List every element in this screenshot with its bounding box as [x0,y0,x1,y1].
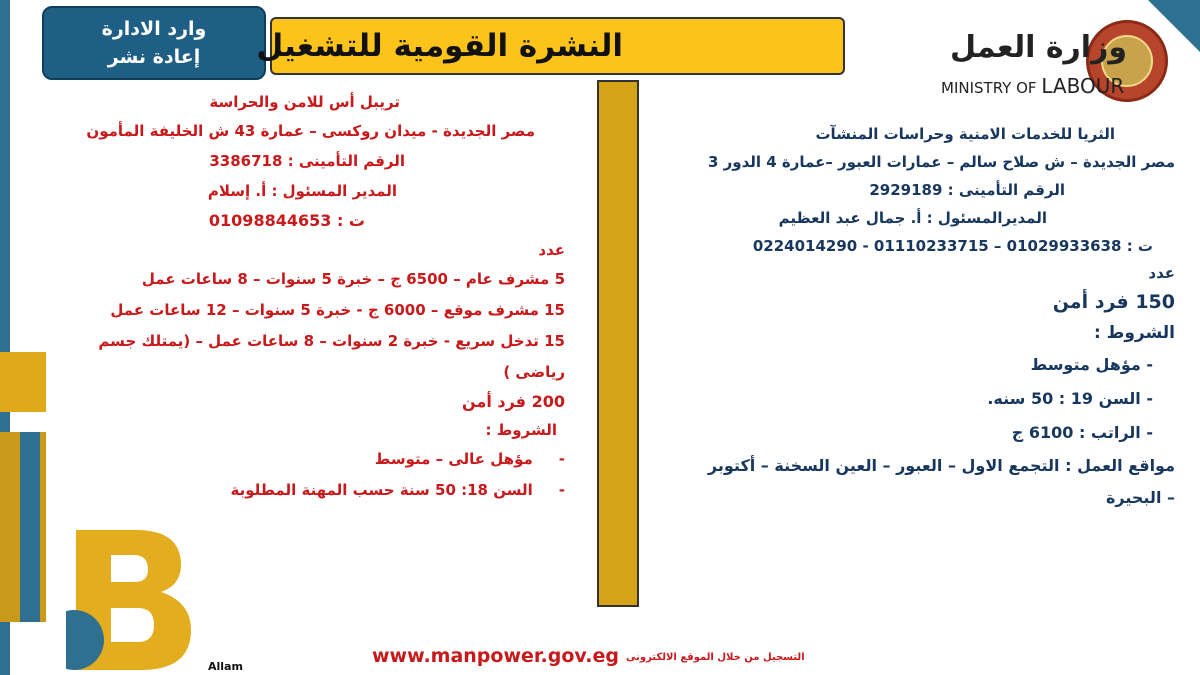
left-manager: المدير المسئول : أ. إسلام [207,182,397,200]
ministry-en-word: LABOUR [1041,74,1125,98]
left-job-ad [20,88,565,506]
job-letter-b-icon [66,520,196,670]
right-cond-3: - الراتب : 6100 ج [1011,423,1153,442]
left-address: مصر الجديدة - ميدان روكسى – عمارة 43 ش الخليفة المأمون [86,122,535,140]
right-manager: المديرالمسئول : أ. جمال عبد العظيم [778,209,1047,227]
right-cond-2: - السن 19 : 50 سنه. [987,389,1153,408]
right-phones: ت : 01029933638 – 01110233715 - 0224014290 [752,237,1153,255]
left-job-3: 15 تدخل سريع - خبرة 2 سنوات – 8 ساعات عمل – (يمتلك جسم [98,332,565,350]
title-banner [256,17,845,75]
register-note: التسجيل من خلال الموقع الالكترونى [626,652,805,663]
left-count-value: 200 فرد أمن [462,392,565,411]
page-title: النشرة القومية للتشغيل [256,28,623,64]
right-locations-2: – البحيرة [1105,488,1175,507]
left-cond-1 [20,444,565,475]
right-company: الثريا للخدمات الامنية وحراسات المنشآت [815,125,1115,143]
admin-line-2: إعادة نشر [107,46,201,68]
right-conditions-label: الشروط : [1093,323,1175,343]
left-insurance: الرقم التأمينى : 3386718 [209,152,405,170]
right-address: مصر الجديدة – ش صلاح سالم – عمارات العبور –عمارة 4 الدور 3 [707,153,1175,171]
right-job-ad [660,120,1175,514]
job-letter-j-icon [0,352,70,622]
left-count-label: عدد [538,241,565,259]
right-cond-1: - مؤهل متوسط [1030,355,1153,374]
ministry-name-arabic: وزارة العمل [950,30,1127,65]
ministry-name-english [941,74,1124,98]
left-job-3-cont: رياضى ) [503,363,565,381]
admin-line-1: وارد الادارة [101,18,207,40]
left-cond-1-text: مؤهل عالى – متوسط [374,450,533,468]
right-count-value: 150 فرد أمن [1052,291,1175,313]
bullet: - [558,481,565,499]
left-phone: ت : 01098844653 [208,211,365,230]
right-insurance: الرقم التأمينى : 2929189 [869,181,1065,199]
admin-badge [42,6,266,80]
right-count-label: عدد [1148,264,1175,282]
author-credit: Allam [208,660,243,673]
left-job-2: 15 مشرف موقع – 6000 ج - خبرة 5 سنوات – 12 ساعات عمل [110,301,565,319]
left-cond-2 [20,475,565,506]
website-link[interactable]: www.manpower.gov.eg [372,645,619,667]
column-divider [597,80,639,607]
ministry-en-prefix: MINISTRY OF [941,79,1037,97]
right-locations-1: مواقع العمل : التجمع الاول – العبور – العين السخنة – أكتوبر [707,456,1175,475]
left-job-1: 5 مشرف عام – 6500 ج – خبرة 5 سنوات – 8 ساعات عمل [141,270,565,288]
bullet: - [558,450,565,468]
left-company: تريبل أس للامن والحراسة [209,93,400,111]
left-cond-2-text: السن 18: 50 سنة حسب المهنة المطلوبة [230,481,533,499]
left-conditions-label: الشروط : [485,421,557,439]
